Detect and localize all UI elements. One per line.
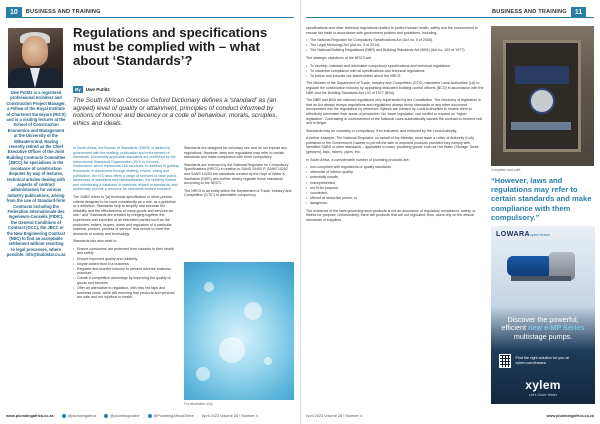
paragraph: The NRCS is an entity within the Department of Trade, Industry and Competition (DTIC) to administer compulsory [184, 188, 292, 198]
list-item: • not fit for purpose, [306, 186, 484, 191]
author-name: Uwe Putlitz [85, 86, 110, 92]
list-item: • The National Building Regulations (NBR) and Building Standards Act (BSA) (Act no. 103 of 1977). [306, 48, 484, 53]
left-footer [6, 412, 258, 420]
bullet-list [306, 165, 484, 205]
paragraph: Standards are enforced by the National Regulator for Compulsory Specifications (NRCS) in relation to SANS 10400 P, SANS 10252 and SANS 10254 are standards created by the Dept of Water & Sanitation (DWS) who further clearly regulate these standards according to the NRCS. [184, 162, 289, 186]
list-item: • counterfeit, [306, 191, 484, 196]
body-column-3 [306, 26, 484, 225]
ad-headline-bold: new e-MP Series [528, 323, 585, 333]
list-item: • To inform and educate our stakeholders about the NRCS. [306, 74, 484, 79]
list-item: • offered at seductive prices; or [306, 196, 484, 201]
image-caption: For illustration only. [184, 402, 214, 406]
list-item: • The National Regulator for Compulsory Specifications Act (Act no. 5 of 2008). [306, 38, 484, 43]
ad-brand-sub: a xylem brand [527, 233, 550, 237]
ad-headline-part: multistage pumps. [513, 331, 573, 341]
page-number: 10 [6, 7, 22, 18]
pump-image [507, 246, 577, 284]
header-divider [6, 17, 294, 18]
paragraph: The strategic objectives of the NRCS are: [306, 55, 373, 60]
paragraph: The existence of the laws governing such products is not an assurance of regulatory compliance, safety, or fitness for purpose. Unfortunately, there are products that are not regulated; thus, users rely on the ethical standards of suppliers. [306, 208, 476, 222]
paragraph: Standards are designed for voluntary use and do not impose any regulations. However, laws and regulations may refer to certain standards and make compliance with them compulsory. [184, 146, 288, 160]
footer-site-link[interactable]: www.plumbingafrica.co.za [6, 414, 54, 418]
water-meter-image [491, 26, 594, 166]
footer-social-3[interactable] [148, 414, 194, 418]
social-handle: @plumbingonline [110, 414, 140, 418]
article-title: Regulations and specifications must be complied with – what about ‘Standards’? [73, 25, 268, 69]
paragraph: In South Africa, a considerable number of plumbing products are: [306, 157, 410, 162]
author-photo [8, 28, 63, 88]
header-divider [306, 17, 594, 18]
list-item: • misrepresented, [306, 181, 484, 186]
social-icon [148, 414, 152, 418]
list-item: • Ensure consumers are protected from hazards to their health and safety [73, 247, 179, 256]
advertisement[interactable] [491, 226, 595, 404]
list-item: • To develop, maintain and administer compulsory specifications and technical regulations [306, 64, 484, 69]
article-intro: The South African Concise Oxford Dictionary defines a ‘standard’ as (an agreed) level of quality or attainment, principles of conduct informed by notions of honour and decency or a code of behaviour, morals, scruples, ethics and ideals. [73, 97, 278, 127]
bullet-list [73, 247, 179, 300]
list-item: • Create a competitive advantage by improving the quality of goods and services [73, 276, 179, 285]
ad-headline-part: Discover the powerful, efficient [501, 315, 579, 333]
ad-cta[interactable] [499, 354, 589, 368]
paragraph: Standards may be voluntary or compulsory, if so indicated, and enforced by the Local Authority. [306, 128, 458, 133]
social-handle: @PlumbingAfricaOnline [153, 414, 194, 418]
right-footer [306, 412, 594, 420]
body-column-2 [184, 146, 294, 201]
ad-cta-text: Find the right solution for you at xylem.com/lowara [515, 356, 569, 365]
pull-quote: “However, laws and regulations may refer to certain standards and make compliance with them compulsory.” [491, 176, 592, 222]
section-label: BUSINESS AND TRAINING [25, 9, 101, 15]
company-logo: xylem [525, 378, 561, 392]
paragraph: specifications and other technical regulations drafted to protect human health, safety and the environment to ensure fair trade in accordance with government policies and guidelines, including: [306, 26, 478, 35]
social-icon [62, 414, 66, 418]
company-tagline: Let's Solve Water [529, 393, 557, 397]
byline [73, 85, 110, 93]
list-item: • non-compliant with regulations or quality standards, [306, 165, 484, 170]
paragraph: The NBR and BSA are national regulations only superseded by the Constitution. The hierarchy of legislation is that an Act always trumps regulations and regulations always trump standards or any other document incorporated into the regulations by reference. Bylaws are created by Local Authorities to enable them to effectively administer their areas of jurisdiction. No ‘lower legislation’ can conflict or expand on ‘higher legislation’. Contrasting or contravention of the National Laws automatically causes the contract to become null and is illegal. [306, 98, 482, 126]
paragraph: The SABS refers to “[a] technical specification or other precise criteria designed to be used consistently as a rule, as a guideline or a definition. Standards help to simplify and increase the reliability and the effectiveness of many goods and services we use.” and “Standards are created by bringing together the experience and expertise of all interested parties such as the producers, sellers, buyers, users and regulators of a particular material, product, process or service” that evolve to meet the demands of society and technology. [73, 194, 176, 236]
social-icon [104, 414, 108, 418]
social-handle: @plumbingafrica [67, 414, 97, 418]
paragraph: A further example: The National Regulator, on behalf of the Minister, must issue a Letter of Authority (LoA) published in the Government Gazette to permit the sale of imported products provided they comply with identified SABS or other standards – applicable to many ‘plumbing goods’ such as Hot Water (Storage Tanks (geysers), taps, mixers, pipes, etc. [306, 136, 479, 155]
list-item: • To maximise compliance with all specifications and technical regulations [306, 69, 484, 74]
bullet-list [306, 64, 484, 79]
footer-site-link[interactable]: www.plumbingafrica.co.za [546, 414, 594, 418]
section-label: BUSINESS AND TRAINING [492, 9, 567, 15]
page-number: 11 [571, 7, 586, 18]
author-bio: Uwe Putlitz is a registered professional Architect and Construction Project Manager, a Fellow of the Royal Institute of Chartered Surveyors (RICS) and is a visiting lecturer at the School of Construction Economics and Management at the University of the Witwatersrand. Having recently retired as the Chief Executive Officer of the Joint Building Contracts Committee (JBCC) he specialises in the avoidance of construction disputes by way of lectures, technical articles dealing with aspects of contract administration for various industry publications, arising from the use of Standard-form Contracts including the Federation Internationale des Ingenieurs-Conseils (FIDIC), the General Conditions of Contract (GCC), the JBCC or the New Engineering Contract (NEC) to find an acceptable settlement without resorting to legal processes, where possible. info@buildstar.co.za [6, 90, 66, 258]
paragraph: The Minister of the Department of Trade, Industry and Competition (DTIC) mandates Local Authorities (LA) to regulate the construction industry by appointing dedicated building control officers (BCO) in accordance with the NBR and the Building Standards Act 103 of 1977 (BSA). [306, 81, 484, 95]
bullet-list [306, 38, 484, 53]
paragraph: Standards into also seek to: [73, 239, 118, 244]
ad-brand-logo: LOWARA [496, 231, 531, 238]
paragraph: In South Africa, the Bureau of Standards (SABS) is tasked by government with the drafting, publication and enforcement of standards. Universally applicable standards are published by the International Standards Organisation (ISO) in Geneva, Switzerland, which represents 165 countries. In addition to guiding thousands of documents through drafting, review, voting and publication, the ISO also offers a range of services to raise public awareness of standards and standardisation, the building thereof and maintaining a database of materials related to standards, and additionally provide a resource for standards-related research. [73, 146, 179, 192]
ad-headline [497, 316, 589, 341]
qr-code-icon[interactable] [499, 354, 511, 368]
list-item: • Inspire added trust in a business [73, 262, 179, 267]
list-item: • Ensure improved quality and reliability [73, 257, 179, 262]
image-caption: Compliant and safe. [491, 168, 522, 172]
list-item: • otherwise of inferior quality, [306, 170, 484, 175]
body-column-1 [73, 146, 179, 300]
list-item: • dangerous. [306, 201, 484, 206]
byline-label: By [75, 86, 81, 92]
list-item: • Offer an alternative to regulation, with less red tape and business costs, while still ensuring that products and services are safe and not injurious to health. [73, 286, 179, 300]
footer-social-2[interactable] [104, 414, 139, 418]
list-item: • potentially unsafe, [306, 175, 484, 180]
footer-issue: April 2023 Volume 28 / Number 4 [306, 414, 362, 418]
list-item: • Regulate and monitor industry to prevent adverse business practices [73, 267, 179, 276]
water-splash-image [184, 262, 294, 400]
footer-social-1[interactable] [62, 414, 97, 418]
list-item: • The Legal Metrology Act (Act no. 9 of 2014). [306, 43, 484, 48]
footer-issue: April 2023 Volume 28 / Number 4 [201, 414, 258, 418]
